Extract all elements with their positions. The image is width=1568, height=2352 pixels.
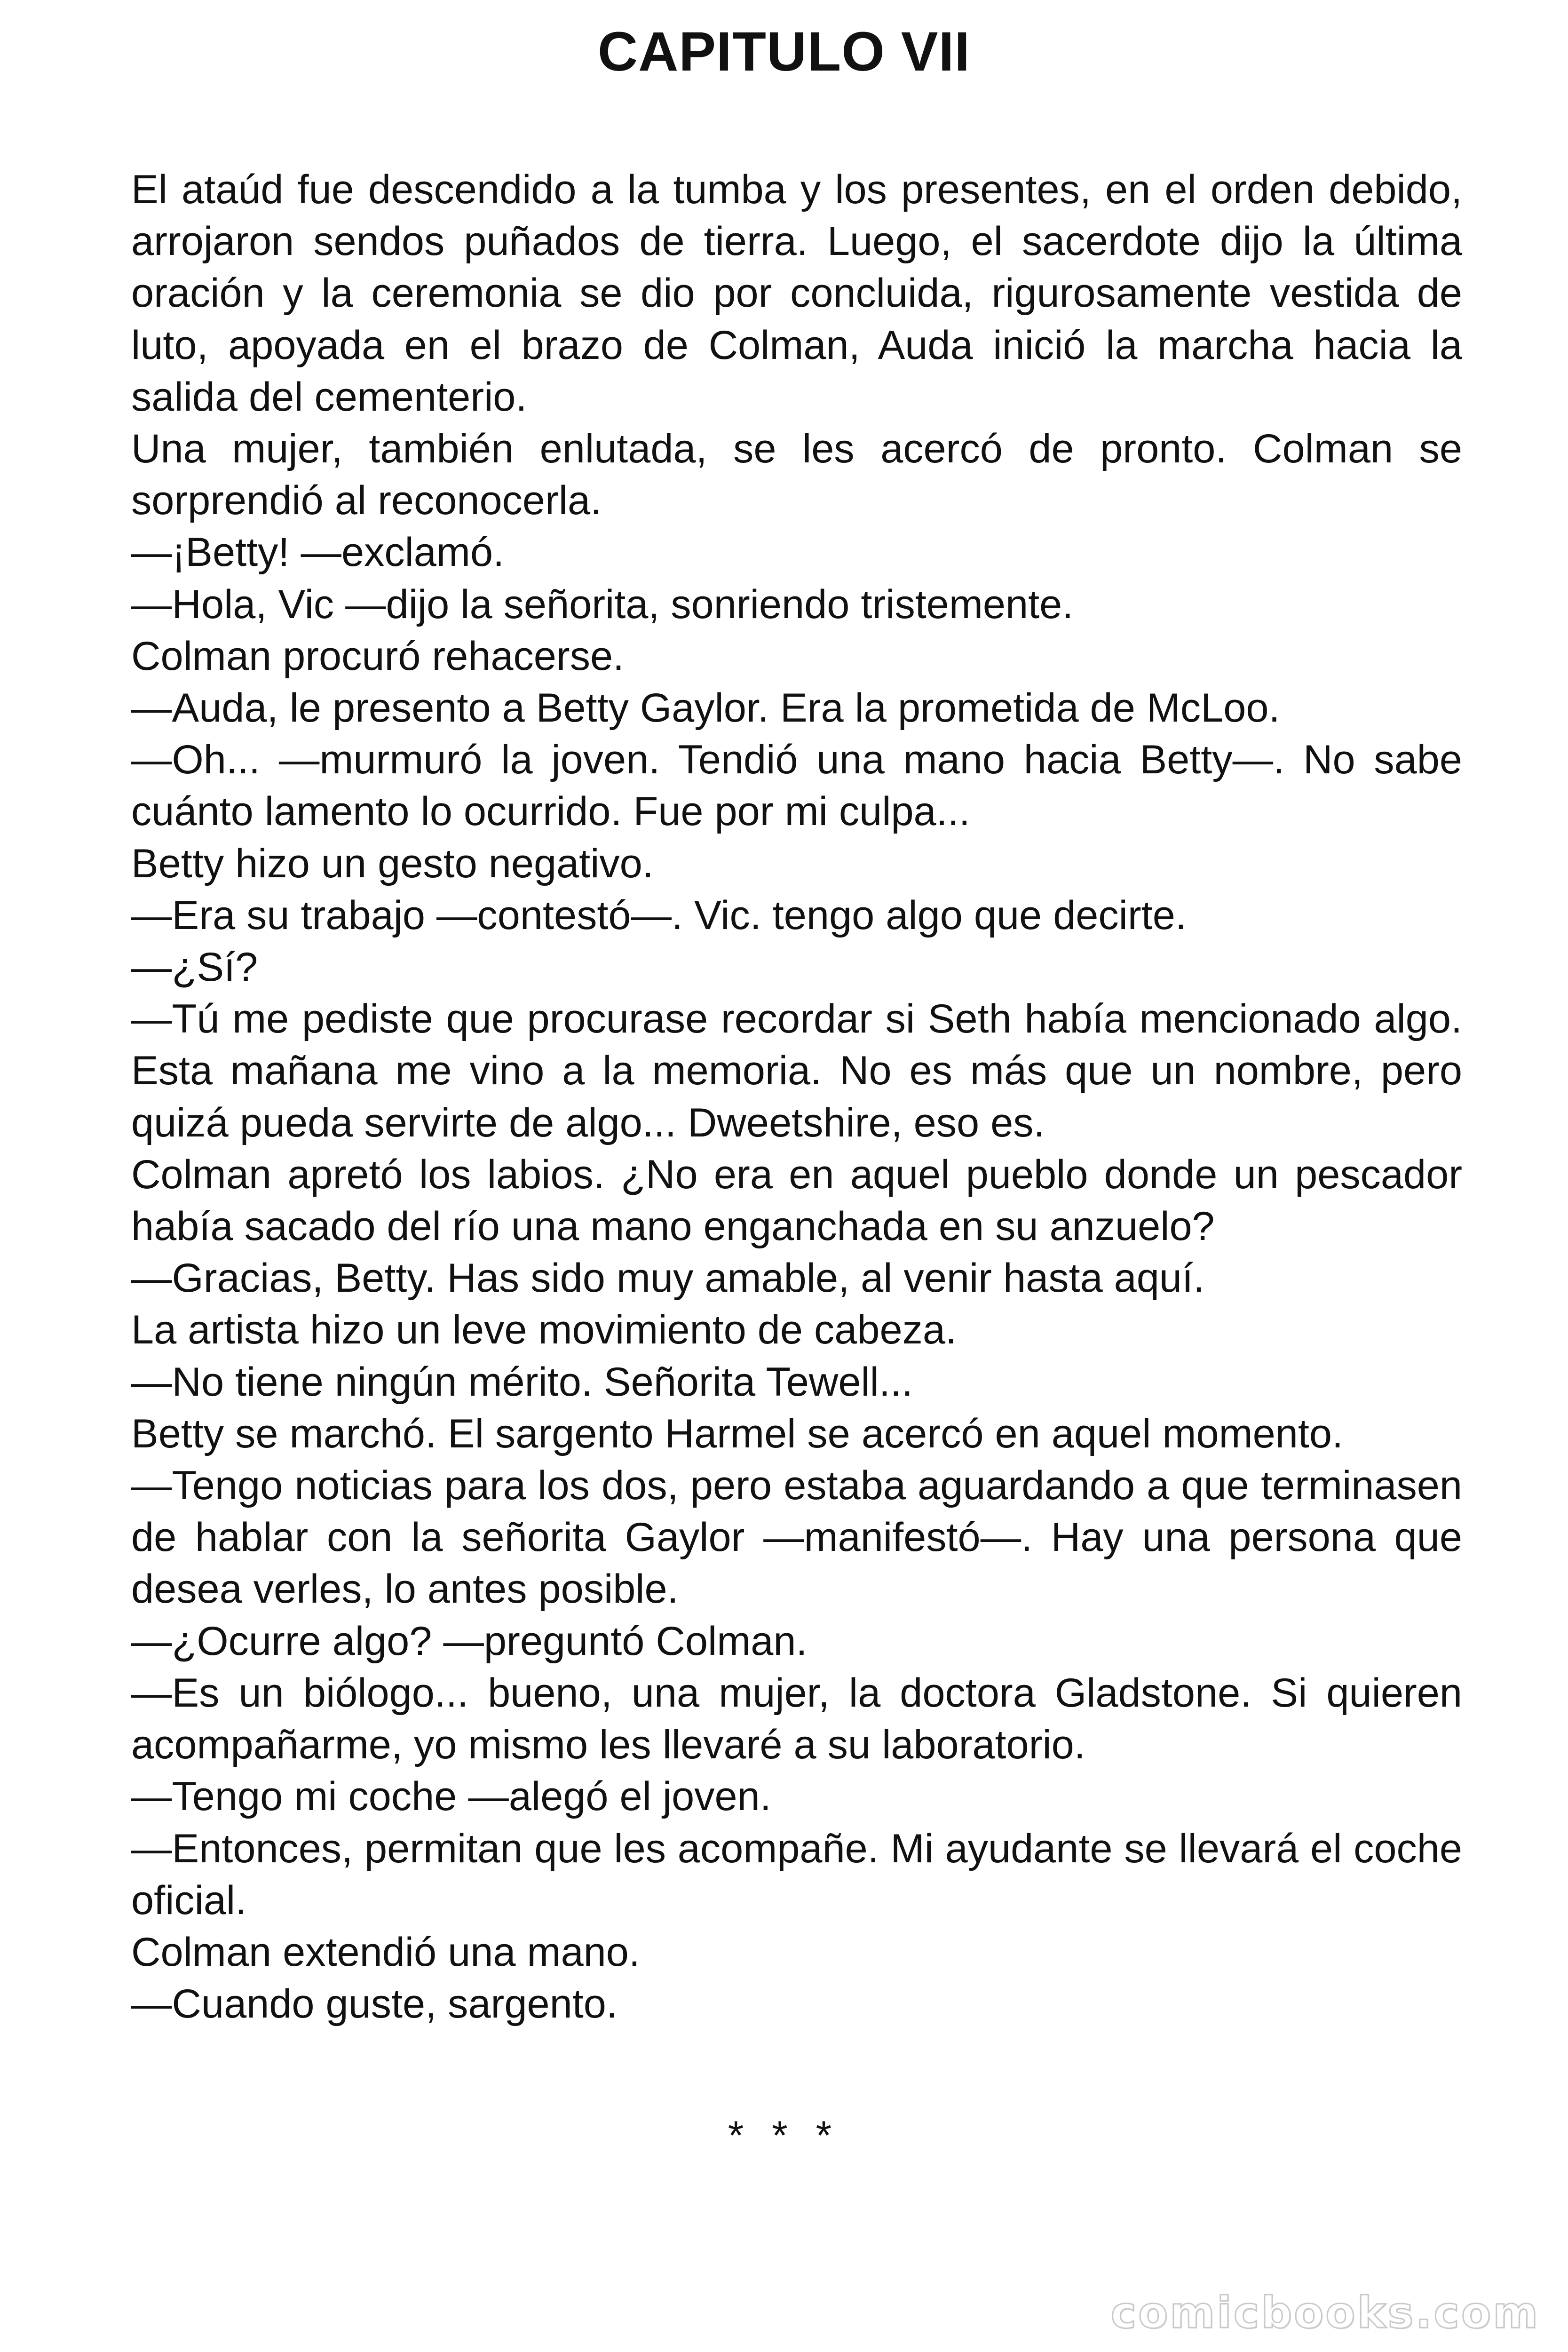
chapter-body xyxy=(131,164,1462,2030)
paragraph: —Cuando guste, sargento. xyxy=(131,1981,618,2027)
paragraph: —Oh... —murmuró la joven. Tendió una mano hacia Betty—. No sabe cuánto lamento lo ocurrido. Fue por mi culpa... xyxy=(131,737,1462,834)
paragraph: —Tengo noticias para los dos, pero estaba aguardando a que terminasen de hablar con la señorita Gaylor —manifestó—. Hay una persona que desea verles, lo antes posible. xyxy=(131,1463,1462,1612)
watermark: comicbooks.com xyxy=(1110,2288,1540,2338)
paragraph: —Tú me pediste que procurase recordar si Seth había mencionado algo. Esta mañana me vino a la memoria. No es más que un nombre, pero quizá pueda servirte de algo... Dweetshire, eso es. xyxy=(131,996,1462,1145)
paragraph: —Gracias, Betty. Has sido muy amable, al venir hasta aquí. xyxy=(131,1255,1205,1301)
paragraph: —Era su trabajo —contestó—. Vic. tengo algo que decirte. xyxy=(131,892,1187,938)
section-separator: * * * xyxy=(728,2113,840,2158)
paragraph: —Entonces, permitan que les acompañe. Mi ayudante se llevará el coche oficial. xyxy=(131,1826,1462,1923)
paragraph: Una mujer, también enlutada, se les acercó de pronto. Colman se sorprendió al reconocerla. xyxy=(131,426,1462,524)
paragraph: Colman procuró rehacerse. xyxy=(131,633,625,679)
paragraph: —Auda, le presento a Betty Gaylor. Era la prometida de McLoo. xyxy=(131,685,1280,731)
paragraph: Colman extendió una mano. xyxy=(131,1929,640,1975)
chapter-title: CAPITULO VII xyxy=(597,21,971,83)
paragraph: —No tiene ningún mérito. Señorita Tewell... xyxy=(131,1359,913,1405)
paragraph: —¡Betty! —exclamó. xyxy=(131,530,505,575)
paragraph: —Hola, Vic —dijo la señorita, sonriendo tristemente. xyxy=(131,581,1074,627)
paragraph: —¿Sí? xyxy=(131,945,258,990)
paragraph: —Tengo mi coche —alegó el joven. xyxy=(131,1774,771,1820)
paragraph: La artista hizo un leve movimiento de cabeza. xyxy=(131,1307,957,1353)
paragraph: —Es un biólogo... bueno, una mujer, la doctora Gladstone. Si quieren acompañarme, yo mismo les llevaré a su laboratorio. xyxy=(131,1670,1462,1768)
paragraph: Betty hizo un gesto negativo. xyxy=(131,841,654,886)
paragraph: Betty se marchó. El sargento Harmel se acercó en aquel momento. xyxy=(131,1411,1344,1456)
paragraph: El ataúd fue descendido a la tumba y los presentes, en el orden debido, arrojaron sendos puñados de tierra. Luego, el sacerdote dijo la última oración y la ceremonia se dio por concluida, rigurosamente vestida de luto, apoyada en el brazo de Colman, Auda inició la marcha hacia la salida del cementerio. xyxy=(131,167,1462,420)
paragraph: —¿Ocurre algo? —preguntó Colman. xyxy=(131,1618,808,1664)
paragraph: Colman apretó los labios. ¿No era en aquel pueblo donde un pescador había sacado del río una mano enganchada en su anzuelo? xyxy=(131,1152,1462,1249)
